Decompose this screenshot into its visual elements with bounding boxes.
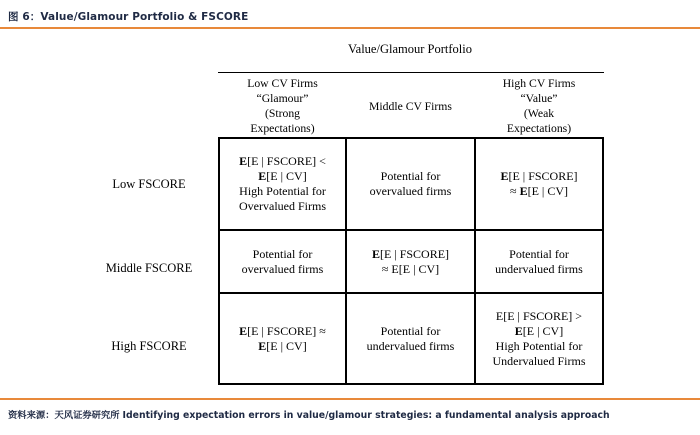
row-header-high-fscore: High FSCORE bbox=[111, 339, 187, 353]
source-reference: Identifying expectation errors in value/glamour strategies: a fundamental analysis approach bbox=[122, 410, 610, 421]
bottom-rule bbox=[0, 398, 700, 400]
cell-low-fscore-high-cv: E[E | FSCORE] ≈ E[E | CV] bbox=[500, 169, 578, 198]
source-note bbox=[8, 407, 610, 421]
grid-line-right bbox=[602, 137, 604, 385]
cell-middle-fscore-high-cv: Potential for undervalued firms bbox=[495, 246, 583, 276]
cell-high-fscore-middle-cv: Potential for undervalued firms bbox=[366, 323, 455, 353]
cell-high-fscore-low-cv: E[E | FSCORE] ≈ E[E | CV] bbox=[239, 323, 326, 353]
column-header-high-cv: High CV Firms “Value” (Weak Expectations) bbox=[502, 77, 576, 135]
cell-middle-fscore-low-cv: Potential for overvalued firms bbox=[241, 246, 324, 276]
row-header-low-fscore: Low FSCORE bbox=[112, 176, 186, 191]
header-rule bbox=[218, 72, 604, 73]
column-header-low-cv: Low CV Firms “Glamour” (Strong Expectations) bbox=[247, 77, 318, 135]
table-super-header: Value/Glamour Portfolio bbox=[348, 42, 472, 56]
cell-low-fscore-middle-cv: Potential for overvalued firms bbox=[369, 169, 452, 198]
column-header-middle-cv: Middle CV Firms bbox=[369, 99, 452, 113]
row-header-middle-fscore: Middle FSCORE bbox=[105, 261, 193, 275]
grid-line-bottom bbox=[218, 383, 604, 385]
top-rule bbox=[0, 27, 700, 29]
cell-high-fscore-high-cv: E[E | FSCORE] > E[E | CV] High Potential for Undervalued Firms bbox=[492, 308, 586, 368]
source-label: 资料来源：天风证券研究所 bbox=[8, 410, 120, 421]
figure-title: 图 6：Value/Glamour Portfolio & FSCORE bbox=[8, 11, 249, 23]
cell-middle-fscore-middle-cv: E[E | FSCORE] ≈ E[E | CV] bbox=[371, 246, 450, 276]
cell-low-fscore-low-cv: E[E | FSCORE] < E[E | CV] High Potential for Overvalued Firms bbox=[239, 154, 326, 213]
